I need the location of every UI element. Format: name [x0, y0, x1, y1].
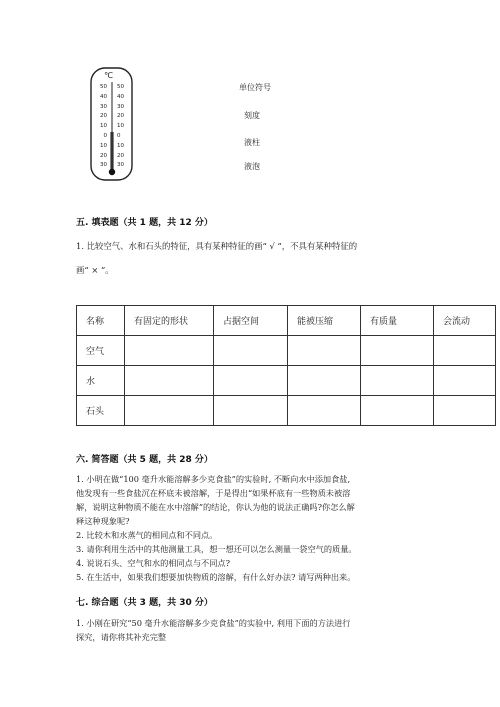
scale-left — [91, 83, 107, 171]
question-line: 3. 请你利用生活中的其他测量工具，想一想还可以怎么测量一袋空气的质量。 — [76, 544, 357, 554]
tick-label: 10 — [100, 142, 107, 149]
section6-questions — [76, 472, 500, 584]
tick-label: 40 — [100, 93, 107, 100]
label-liquid-column: 液柱 — [244, 138, 260, 147]
table-header-cell: 会流动 — [434, 306, 496, 336]
question-line: 5. 在生活中，如果我们想要加快物质的溶解，有什么好办法? 请写两种出来。 — [76, 572, 356, 582]
table-row — [77, 396, 496, 426]
answer-cell[interactable] — [434, 396, 496, 426]
section5-heading: 五. 填表题（共 1 题，共 12 分） — [76, 218, 213, 228]
answer-cell[interactable] — [125, 336, 214, 366]
tick-label: 20 — [100, 113, 107, 120]
question-line: 4. 说说石头、空气和水的相同点与不同点? — [76, 558, 230, 568]
answer-cell[interactable] — [288, 396, 361, 426]
answer-cell[interactable] — [434, 336, 496, 366]
table-row-label: 石头 — [77, 396, 125, 426]
answer-cell[interactable] — [214, 336, 288, 366]
question-line: 1. 小明在做“100 毫升水能溶解多少克食盐”的实验时, 不断向水中添加食盐, — [76, 474, 351, 484]
answer-cell[interactable] — [288, 366, 361, 396]
question-line: 他发现有一些食盐沉在杯底未被溶解，于是得出“如果杯底有一些物质未被溶 — [76, 488, 351, 498]
answer-cell[interactable] — [125, 366, 214, 396]
section6-heading: 六. 简答题（共 5 题，共 28 分） — [76, 455, 213, 465]
answer-cell[interactable] — [361, 336, 434, 366]
question-line: 1. 小刚在研究“50 毫升水能溶解多少克食盐”的实验中, 利用下面的方法进行 — [76, 618, 351, 628]
question-line: 画“ × ”。 — [76, 265, 114, 275]
table-row-label: 空气 — [77, 336, 125, 366]
table-header-cell: 名称 — [77, 306, 125, 336]
question-line: 2. 比较木和水蒸气的相同点和不同点。 — [76, 530, 218, 540]
answer-cell[interactable] — [361, 366, 434, 396]
section7-questions — [76, 616, 500, 644]
section7-heading: 七. 综合题（共 3 题，共 30 分） — [76, 598, 213, 608]
label-bulb: 液泡 — [244, 162, 260, 171]
tick-label: 50 — [100, 84, 107, 90]
tick-label: 0 — [103, 132, 107, 139]
label-scale: 刻度 — [244, 111, 260, 120]
tick-label: 20 — [117, 152, 124, 159]
answer-cell[interactable] — [214, 366, 288, 396]
answer-cell[interactable] — [288, 336, 361, 366]
tick-label: 20 — [117, 113, 124, 120]
table-row — [77, 336, 496, 366]
table-header-row — [77, 306, 496, 336]
table-header-cell: 有固定的形状 — [125, 306, 214, 336]
tick-label: 30 — [100, 103, 107, 110]
tick-label: 30 — [117, 103, 124, 110]
table-header-cell: 有质量 — [361, 306, 434, 336]
table-header-cell: 能被压缩 — [288, 306, 361, 336]
answer-cell[interactable] — [214, 396, 288, 426]
answer-cell[interactable] — [361, 396, 434, 426]
tick-label: 50 — [117, 84, 124, 90]
question-line: 解，说明这种物质不能在水中溶解”的结论，你认为他的说法正确吗?你怎么解 — [76, 502, 355, 512]
comparison-table — [76, 305, 496, 426]
section5-question-1 — [76, 239, 496, 278]
table-row-label: 水 — [77, 366, 125, 396]
question-line: 释这种现象呢? — [76, 516, 130, 526]
question-line: 1. 比较空气、水和石头的特征，具有某种特征的画“ √ ”，不具有某种特征的 — [76, 241, 358, 251]
tick-label: 10 — [100, 123, 107, 130]
question-line: 探究，请你将其补充完整 — [76, 632, 167, 642]
table-row — [77, 366, 496, 396]
tick-label: 20 — [100, 152, 107, 159]
tick-label: 10 — [117, 142, 124, 149]
tick-label: 0 — [117, 132, 121, 139]
tick-label: 30 — [100, 162, 107, 169]
tick-label: 40 — [117, 93, 124, 100]
scale-right — [117, 83, 133, 171]
tick-label: 10 — [117, 123, 124, 130]
table-header-cell: 占据空间 — [214, 306, 288, 336]
answer-cell[interactable] — [434, 366, 496, 396]
thermometer-figure — [88, 66, 136, 186]
label-unit-symbol: 单位符号 — [239, 83, 271, 92]
unit-symbol: ℃ — [104, 71, 113, 80]
tick-label: 30 — [117, 162, 124, 169]
answer-cell[interactable] — [125, 396, 214, 426]
